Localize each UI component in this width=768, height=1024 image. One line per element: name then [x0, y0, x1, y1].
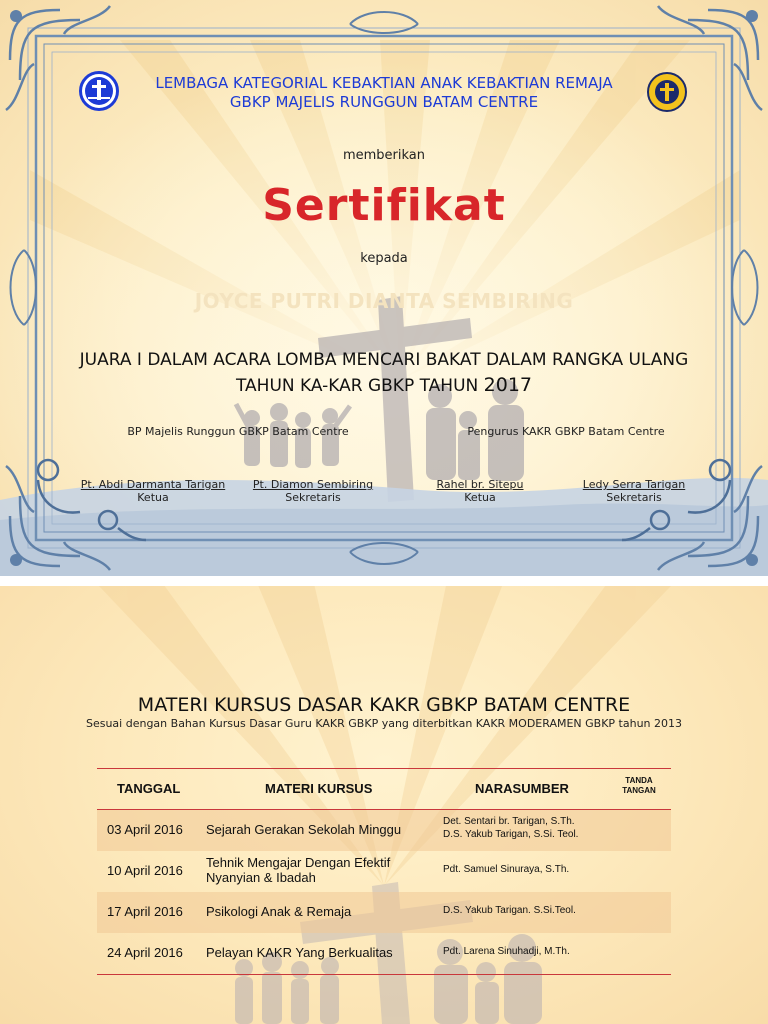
row-material: Psikologi Anak & Remaja [206, 904, 352, 919]
header-line-1: LEMBAGA KATEGORIAL KEBAKTIAN ANAK KEBAKTIAN REMAJA [155, 74, 613, 92]
award-year: 2017 [483, 374, 532, 396]
signatory-role: Sekretaris [285, 491, 341, 504]
memberikan-text: memberikan [342, 148, 426, 163]
row-speaker: D.S. Yakub Tarigan. S.Si.Teol. [443, 905, 576, 916]
header-speaker: NARASUMBER [475, 781, 569, 796]
table-row [97, 810, 671, 851]
org-right: Pengurus KAKR GBKP Batam Centre [467, 425, 665, 438]
signatory-role: Ketua [464, 491, 496, 504]
signatory-name: Pt. Diamon Sembiring [252, 478, 374, 491]
table-row [97, 851, 671, 892]
kepada-text: kepada [360, 251, 408, 266]
page-separator [0, 576, 768, 586]
signatory-3 [420, 478, 540, 504]
signatory-1 [70, 478, 236, 504]
row-speaker [443, 815, 578, 841]
row-material-line-2: Nyanyian & Ibadah [206, 870, 316, 885]
table-bottom-rule [97, 974, 671, 975]
kakr-logo [79, 71, 119, 111]
row-speaker-line-1: Det. Sentari br. Tarigan, S.Th. [443, 816, 575, 827]
certificate-header [120, 74, 648, 112]
certificate-title: Sertifikat [262, 180, 506, 231]
row-speaker-line-2: D.S. Yakub Tarigan, S.Si. Teol. [443, 829, 579, 840]
row-date: 17 April 2016 [107, 904, 183, 919]
table-row [97, 933, 671, 974]
header-date: TANGGAL [117, 781, 181, 796]
table-header [97, 768, 671, 810]
course-title: MATERI KURSUS DASAR KAKR GBKP BATAM CENTRE [137, 694, 631, 716]
row-material-line-1: Tehnik Mengajar Dengan Efektif [206, 855, 391, 870]
header-signature-line-2: TANGAN [622, 786, 656, 795]
header-signature-line-1: TANDA [625, 776, 653, 785]
table-row [97, 892, 671, 933]
row-material [206, 855, 390, 885]
org-left: BP Majelis Runggun GBKP Batam Centre [127, 425, 349, 438]
signatory-4 [566, 478, 702, 504]
header-material: MATERI KURSUS [265, 781, 373, 796]
recipient-name: JOYCE PUTRI DIANTA SEMBIRING [194, 289, 574, 313]
row-date: 24 April 2016 [107, 945, 183, 960]
award-description [0, 348, 768, 399]
row-date: 10 April 2016 [107, 863, 183, 878]
course-subtitle: Sesuai dengan Bahan Kursus Dasar Guru KAKR GBKP yang diterbitkan KAKR MODERAMEN GBKP tahun 2013 [85, 717, 683, 730]
signatory-role: Sekretaris [606, 491, 662, 504]
course-page [0, 586, 768, 1024]
signatory-role: Ketua [137, 491, 169, 504]
row-speaker: Pdt. Larena Sinuhadji, M.Th. [443, 946, 570, 957]
gbkp-logo-emblem-icon [649, 74, 685, 110]
award-line-1: JUARA I DALAM ACARA LOMBA MENCARI BAKAT DALAM RANGKA ULANG [79, 350, 689, 370]
kakr-logo-emblem-icon [82, 74, 116, 108]
header-line-2: GBKP MAJELIS RUNGGUN BATAM CENTRE [229, 93, 539, 111]
signatory-name: Pt. Abdi Darmanta Tarigan [80, 478, 226, 491]
signatory-name: Rahel br. Sitepu [436, 478, 524, 491]
signatory-name: Ledy Serra Tarigan [582, 478, 686, 491]
row-speaker: Pdt. Samuel Sinuraya, S.Th. [443, 864, 570, 875]
signatory-2 [246, 478, 380, 504]
row-material: Sejarah Gerakan Sekolah Minggu [206, 822, 402, 837]
row-material: Pelayan KAKR Yang Berkualitas [206, 945, 393, 960]
header-signature [619, 776, 659, 796]
course-table [97, 768, 671, 974]
gbkp-logo [647, 72, 687, 112]
award-line-2-text: TAHUN KA-KAR GBKP TAHUN [235, 376, 479, 396]
award-line-2 [0, 373, 768, 399]
row-date: 03 April 2016 [107, 822, 183, 837]
